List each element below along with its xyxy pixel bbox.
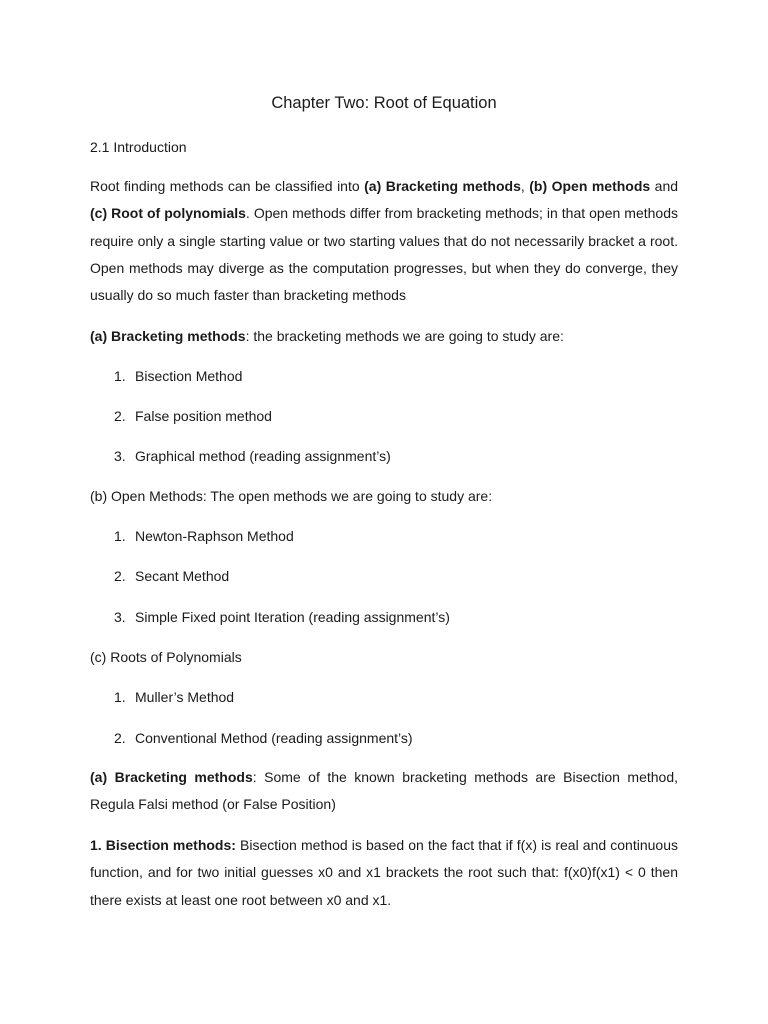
list-item	[114, 366, 242, 386]
list-text: Newton-Raphson Method	[135, 528, 294, 544]
list-item	[114, 566, 229, 586]
bisection-text: Bisection method is based on the fact that if f(x) is real and continuous function, and for two initial guesses x0 and x1 brackets the root such that: f(x0)f(x1) < 0 then there exists at least one root between x0 and x1.	[90, 837, 678, 908]
list-text: Simple Fixed point Iteration (reading assignment’s)	[135, 609, 450, 625]
list-number: 1.	[114, 689, 126, 705]
list-number: 2.	[114, 568, 126, 584]
list-number: 2.	[114, 730, 126, 746]
list-text: Conventional Method (reading assignment’s)	[135, 730, 413, 746]
intro-text-2: ,	[520, 178, 530, 194]
bracketing-intro-label: (a) Bracketing methods	[90, 328, 246, 344]
chapter-title: Chapter Two: Root of Equation	[271, 94, 497, 112]
polynomials-intro: (c) Roots of Polynomials	[90, 649, 242, 665]
list-item	[114, 687, 234, 707]
list-text: Graphical method (reading assignment’s)	[135, 448, 391, 464]
open-methods-intro: (b) Open Methods: The open methods we are going to study are:	[90, 488, 493, 504]
list-item	[114, 607, 450, 627]
list-number: 3.	[114, 448, 126, 464]
list-item	[114, 446, 391, 466]
bracketing-known-paragraph	[90, 764, 678, 819]
list-text: Secant Method	[135, 568, 230, 584]
section-heading: 2.1 Introduction	[90, 139, 187, 155]
bracketing-known-label: (a) Bracketing methods	[90, 769, 253, 785]
intro-bold-open: (b) Open methods	[529, 178, 651, 194]
intro-bold-bracketing: (a) Bracketing methods	[364, 178, 521, 194]
list-text: False position method	[135, 408, 272, 424]
intro-bold-polynomials: (c) Root of polynomials	[90, 205, 246, 222]
intro-text-3: and	[650, 178, 679, 194]
list-number: 1.	[114, 368, 126, 384]
list-item	[114, 728, 413, 748]
list-number: 1.	[114, 528, 126, 544]
list-text: Bisection Method	[135, 368, 243, 384]
bisection-label: 1. Bisection methods:	[90, 837, 236, 853]
bracketing-intro	[90, 326, 564, 346]
intro-paragraph	[90, 173, 678, 309]
list-item	[114, 526, 294, 546]
bracketing-intro-text: : the bracketing methods we are going to study are:	[245, 328, 564, 344]
list-text: Muller’s Method	[135, 689, 235, 705]
list-number: 2.	[114, 408, 126, 424]
intro-text-4: . Open methods differ from bracketing methods; in that open methods require only a single starting value or two starting values that do not necessarily bracket a root. Open methods may diverge as the computation progresses, but when they do converge, they usually do so much faster than bracketing methods	[90, 205, 678, 304]
list-item	[114, 406, 272, 426]
list-number: 3.	[114, 609, 126, 625]
bisection-paragraph	[90, 832, 678, 914]
bracketing-known-text: : Some of the known bracketing methods are Bisection method, Regula Falsi method (or False Position)	[90, 769, 678, 813]
intro-text-1: Root finding methods can be classified into	[90, 178, 365, 194]
